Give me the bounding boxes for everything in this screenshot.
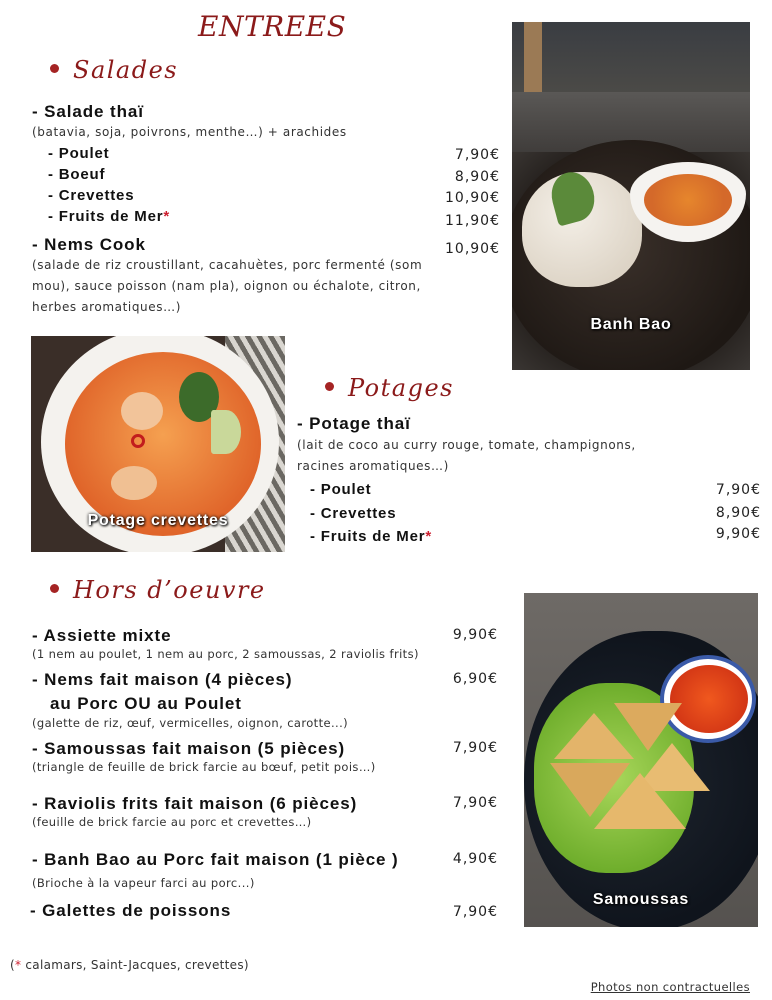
item-description: (lait de coco au curry rouge, tomate, champignons, racines aromatiques…) xyxy=(297,438,636,473)
photo-caption: Potage crevettes xyxy=(87,512,229,529)
page-title: ENTREES xyxy=(198,10,347,43)
option-crevettes: - Crevettes xyxy=(310,505,397,522)
price: 11,90€ xyxy=(445,213,500,229)
bullet-icon xyxy=(50,64,59,73)
price: 9,90€ xyxy=(452,627,498,643)
photo-caption: Banh Bao xyxy=(590,316,672,333)
bullet-icon xyxy=(325,382,334,391)
price: 8,90€ xyxy=(715,505,761,521)
star-icon: * xyxy=(425,528,432,545)
bullet-icon xyxy=(50,584,59,593)
price: 7,90€ xyxy=(454,147,500,163)
item-description: (Brioche à la vapeur farci au porc...) xyxy=(32,876,255,890)
price: 7,90€ xyxy=(715,482,761,498)
item-galettes-de-poissons: - Galettes de poissons xyxy=(30,901,232,920)
item-banh-bao: - Banh Bao au Porc fait maison (1 pièce ) xyxy=(32,850,399,869)
item-potage-thai: - Potage thaï xyxy=(297,414,411,433)
samoussas-photo xyxy=(524,593,758,927)
star-icon: * xyxy=(163,208,170,225)
price: 6,90€ xyxy=(452,671,498,687)
item-assiette-mixte: - Assiette mixte xyxy=(32,626,172,645)
item-description: (feuille de brick farcie au porc et crevettes…) xyxy=(32,815,312,829)
price: 4,90€ xyxy=(452,851,498,867)
item-description: (galette de riz, œuf, vermicelles, oignon, carotte...) xyxy=(32,716,349,730)
section-heading-salades xyxy=(50,56,178,84)
item-raviolis-frits: - Raviolis frits fait maison (6 pièces) xyxy=(32,794,358,813)
banh-bao-photo xyxy=(512,22,750,370)
photos-disclaimer: Photos non contractuelles xyxy=(590,980,750,994)
price: 7,90€ xyxy=(452,740,498,756)
potage-crevettes-photo xyxy=(31,336,285,552)
section-heading-potages xyxy=(325,374,454,402)
section-heading-text: Hors d’oeuvre xyxy=(73,576,266,604)
item-nems-cook: - Nems Cook xyxy=(32,235,146,254)
price: 10,90€ xyxy=(445,190,500,206)
option-poulet: - Poulet xyxy=(310,481,372,498)
item-samoussas: - Samoussas fait maison (5 pièces) xyxy=(32,739,346,758)
option-boeuf: - Boeuf xyxy=(48,166,106,183)
item-description: (salade de riz croustillant, cacahuètes, porc fermenté (som mou), sauce poisson (nam pla), oignon ou échalote, citron, herbes aromatiques…) xyxy=(32,258,423,314)
item-description: (batavia, soja, poivrons, menthe…) + arachides xyxy=(32,125,347,139)
footnote: (* calamars, Saint-Jacques, crevettes) xyxy=(10,958,249,972)
price: 8,90€ xyxy=(454,169,500,185)
section-heading-text: Salades xyxy=(73,56,179,84)
item-nems-variant: au Porc OU au Poulet xyxy=(50,694,242,713)
price: 9,90€ xyxy=(715,526,761,542)
item-salade-thai: - Salade thaï xyxy=(32,102,144,121)
option-crevettes: - Crevettes xyxy=(48,187,135,204)
item-description: (1 nem au poulet, 1 nem au porc, 2 samoussas, 2 raviolis frits) xyxy=(32,647,419,661)
option-poulet: - Poulet xyxy=(48,145,110,162)
item-nems-fait-maison: - Nems fait maison (4 pièces) xyxy=(32,670,293,689)
photo-caption: Samoussas xyxy=(592,891,690,908)
section-heading-hors-doeuvre xyxy=(50,576,266,604)
price: 7,90€ xyxy=(452,904,498,920)
option-fruits-de-mer: - Fruits de Mer* xyxy=(310,528,432,545)
price: 10,90€ xyxy=(445,241,500,257)
option-fruits-de-mer: - Fruits de Mer* xyxy=(48,208,170,225)
price: 7,90€ xyxy=(452,795,498,811)
section-heading-text: Potages xyxy=(348,374,454,402)
item-description: (triangle de feuille de brick farcie au bœuf, petit pois…) xyxy=(32,760,376,774)
star-icon: * xyxy=(14,958,22,972)
